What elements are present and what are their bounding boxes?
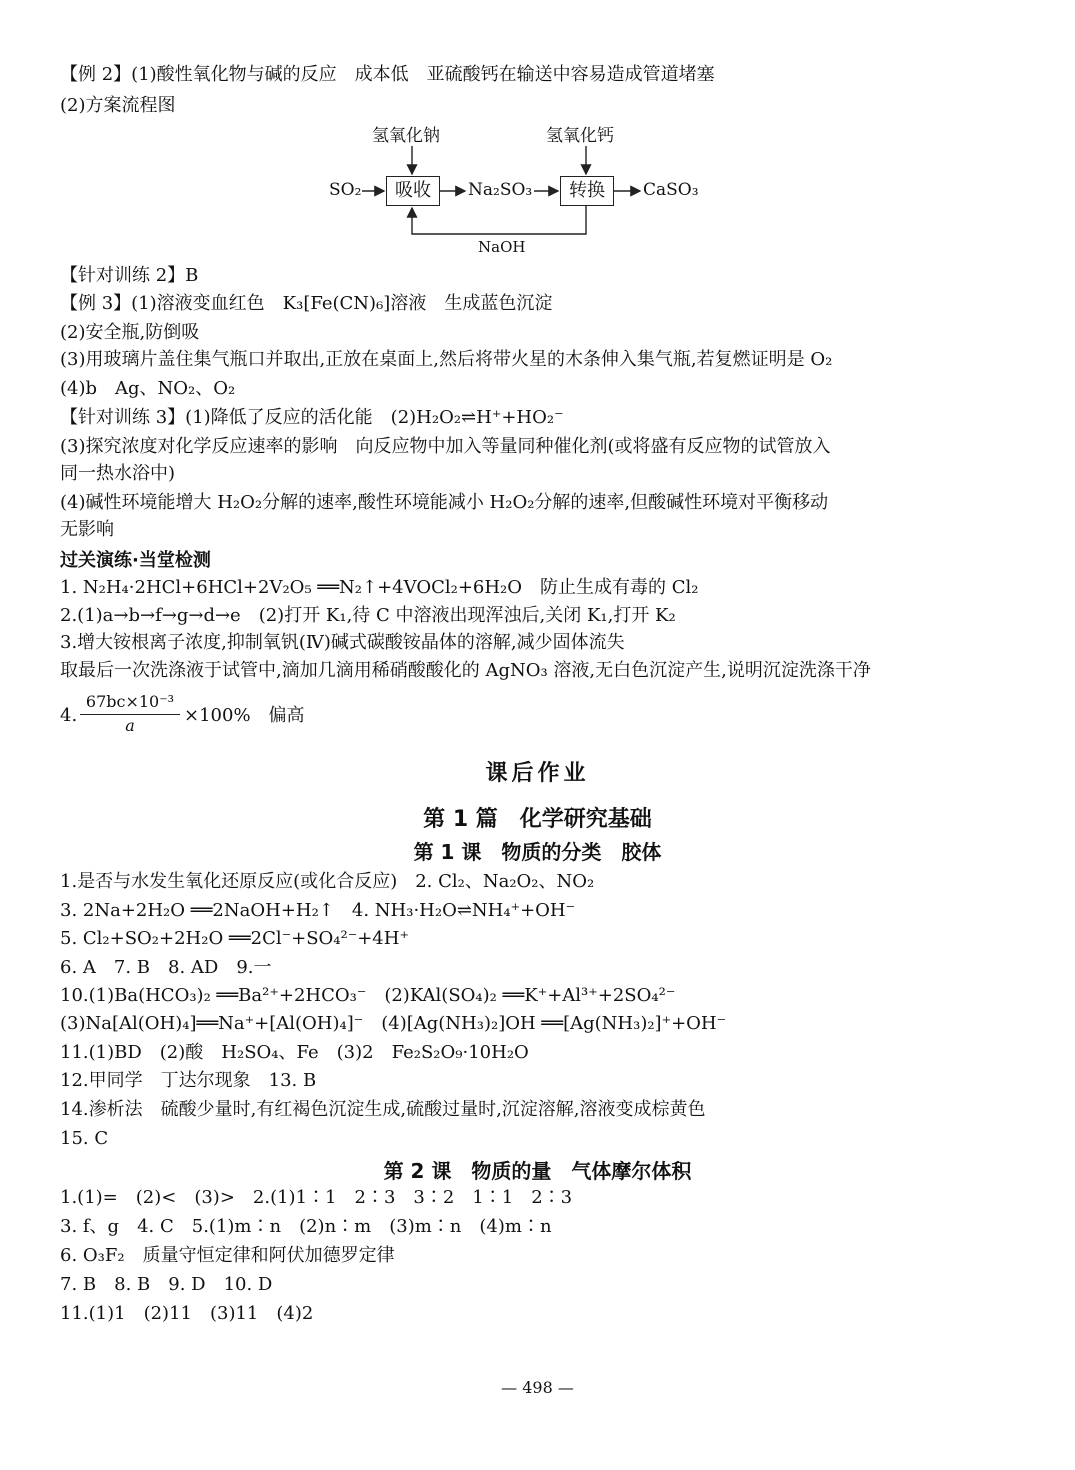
example3-part1: 【例 3】(1)溶液变血红色 K₃[Fe(CN)₆]溶液 生成蓝色沉淀	[60, 293, 553, 314]
output-caso3-label: CaSO₃	[643, 180, 699, 200]
fraction-bar	[80, 714, 180, 715]
recycle-naoh-label: NaOH	[478, 238, 526, 256]
lesson1-q6-9: 6. A 7. B 8. AD 9.一	[60, 957, 272, 978]
training3-part4: (4)碱性环境能增大 H₂O₂分解的速率,酸性环境能减小 H₂O₂分解的速率,但酸碱性环境对平衡移动	[60, 492, 829, 513]
flow-arrows	[0, 0, 1075, 270]
practice-q1: 1. N₂H₄·2HCl+6HCl+2V₂O₅ ══N₂↑+4VOCl₂+6H₂O 防止生成有毒的 Cl₂	[60, 577, 699, 598]
part-title: 第 1 篇 化学研究基础	[423, 807, 652, 832]
na2so3-label: Na₂SO₃	[468, 180, 533, 200]
practice-q3-cont: 取最后一次洗涤液于试管中,滴加几滴用稀硝酸酸化的 AgNO₃ 溶液,无白色沉淀产生,说明沉淀洗涤干净	[60, 660, 871, 681]
training3-part3: (3)探究浓度对化学反应速率的影响 向反应物中加入等量同种催化剂(或将盛有反应物的试管放入	[60, 436, 831, 457]
lesson1-q15: 15. C	[60, 1128, 109, 1149]
lesson2-title: 第 2 课 物质的量 气体摩尔体积	[383, 1159, 692, 1183]
lesson2-q11: 11.(1)1 (2)11 (3)11 (4)2	[60, 1303, 314, 1324]
training3-part4-cont: 无影响	[60, 519, 114, 540]
convert-box: 转换	[560, 176, 614, 206]
lesson1-q11: 11.(1)BD (2)酸 H₂SO₄、Fe (3)2 Fe₂S₂O₉·10H₂O	[60, 1042, 529, 1063]
page-number: — 498 —	[501, 1378, 574, 1397]
practice-q2: 2.(1)a→b→f→g→d→e (2)打开 K₁,待 C 中溶液出现浑浊后,关闭 K₁,打开 K₂	[60, 605, 676, 626]
example3-part4: (4)b Ag、NO₂、O₂	[60, 378, 236, 399]
example3-part3: (3)用玻璃片盖住集气瓶口并取出,正放在桌面上,然后将带火星的木条伸入集气瓶,若复燃证明是 O₂	[60, 349, 833, 370]
practice-q4-prefix: 4.	[60, 705, 78, 726]
practice-heading: 过关演练·当堂检测	[60, 550, 211, 571]
input-so2-label: SO₂	[329, 180, 362, 200]
lesson1-title: 第 1 课 物质的分类 胶体	[413, 840, 662, 864]
fraction-numerator: 67bc×10⁻³	[85, 692, 175, 711]
practice-q3: 3.增大铵根离子浓度,抑制氧钒(Ⅳ)碱式碳酸铵晶体的溶解,减少固体流失	[60, 632, 625, 653]
lesson1-q10: 10.(1)Ba(HCO₃)₂ ══Ba²⁺+2HCO₃⁻ (2)KAl(SO₄)₂ ══K⁺+Al³⁺+2SO₄²⁻	[60, 985, 676, 1006]
lesson2-q6: 6. O₃F₂ 质量守恒定律和阿伏加德罗定律	[60, 1245, 395, 1266]
training3-part3-cont: 同一热水浴中)	[60, 463, 176, 484]
lesson1-q5: 5. Cl₂+SO₂+2H₂O ══2Cl⁻+SO₄²⁻+4H⁺	[60, 928, 409, 949]
example3-part2: (2)安全瓶,防倒吸	[60, 322, 200, 343]
fraction-denominator: a	[125, 716, 135, 735]
lesson2-q7-10: 7. B 8. B 9. D 10. D	[60, 1274, 273, 1295]
lesson1-q3-4: 3. 2Na+2H₂O ══2NaOH+H₂↑ 4. NH₃·H₂O⇌NH₄⁺+OH⁻	[60, 900, 576, 921]
training2-answer: 【针对训练 2】B	[60, 265, 199, 286]
example2-part2: (2)方案流程图	[60, 95, 176, 116]
lesson2-q3-5: 3. f、g 4. C 5.(1)m∶n (2)n∶m (3)m∶n (4)m∶n	[60, 1216, 552, 1237]
reagent-naoh-label: 氢氧化钠	[372, 126, 440, 146]
section-title: 课后作业	[485, 761, 590, 786]
example2-answer: 【例 2】(1)酸性氧化物与碱的反应 成本低 亚硫酸钙在输送中容易造成管道堵塞	[60, 64, 715, 85]
lesson1-q1-2: 1.是否与水发生氧化还原反应(或化合反应) 2. Cl₂、Na₂O₂、NO₂	[60, 871, 595, 892]
reagent-caoh2-label: 氢氧化钙	[546, 126, 614, 146]
lesson1-q12-13: 12.甲同学 丁达尔现象 13. B	[60, 1070, 317, 1091]
absorb-box: 吸收	[386, 176, 440, 206]
lesson2-q1-2: 1.(1)= (2)< (3)> 2.(1)1∶1 2∶3 3∶2 1∶1 2∶3	[60, 1187, 573, 1208]
training3-part1: 【针对训练 3】(1)降低了反应的活化能 (2)H₂O₂⇌H⁺+HO₂⁻	[60, 407, 564, 428]
lesson1-q10-cont: (3)Na[Al(OH)₄]══Na⁺+[Al(OH)₄]⁻ (4)[Ag(NH₃)₂]OH ══[Ag(NH₃)₂]⁺+OH⁻	[60, 1013, 727, 1034]
practice-q4-suffix: ×100% 偏高	[184, 705, 305, 726]
lesson1-q14: 14.渗析法 硫酸少量时,有红褐色沉淀生成,硫酸过量时,沉淀溶解,溶液变成棕黄色	[60, 1099, 706, 1120]
